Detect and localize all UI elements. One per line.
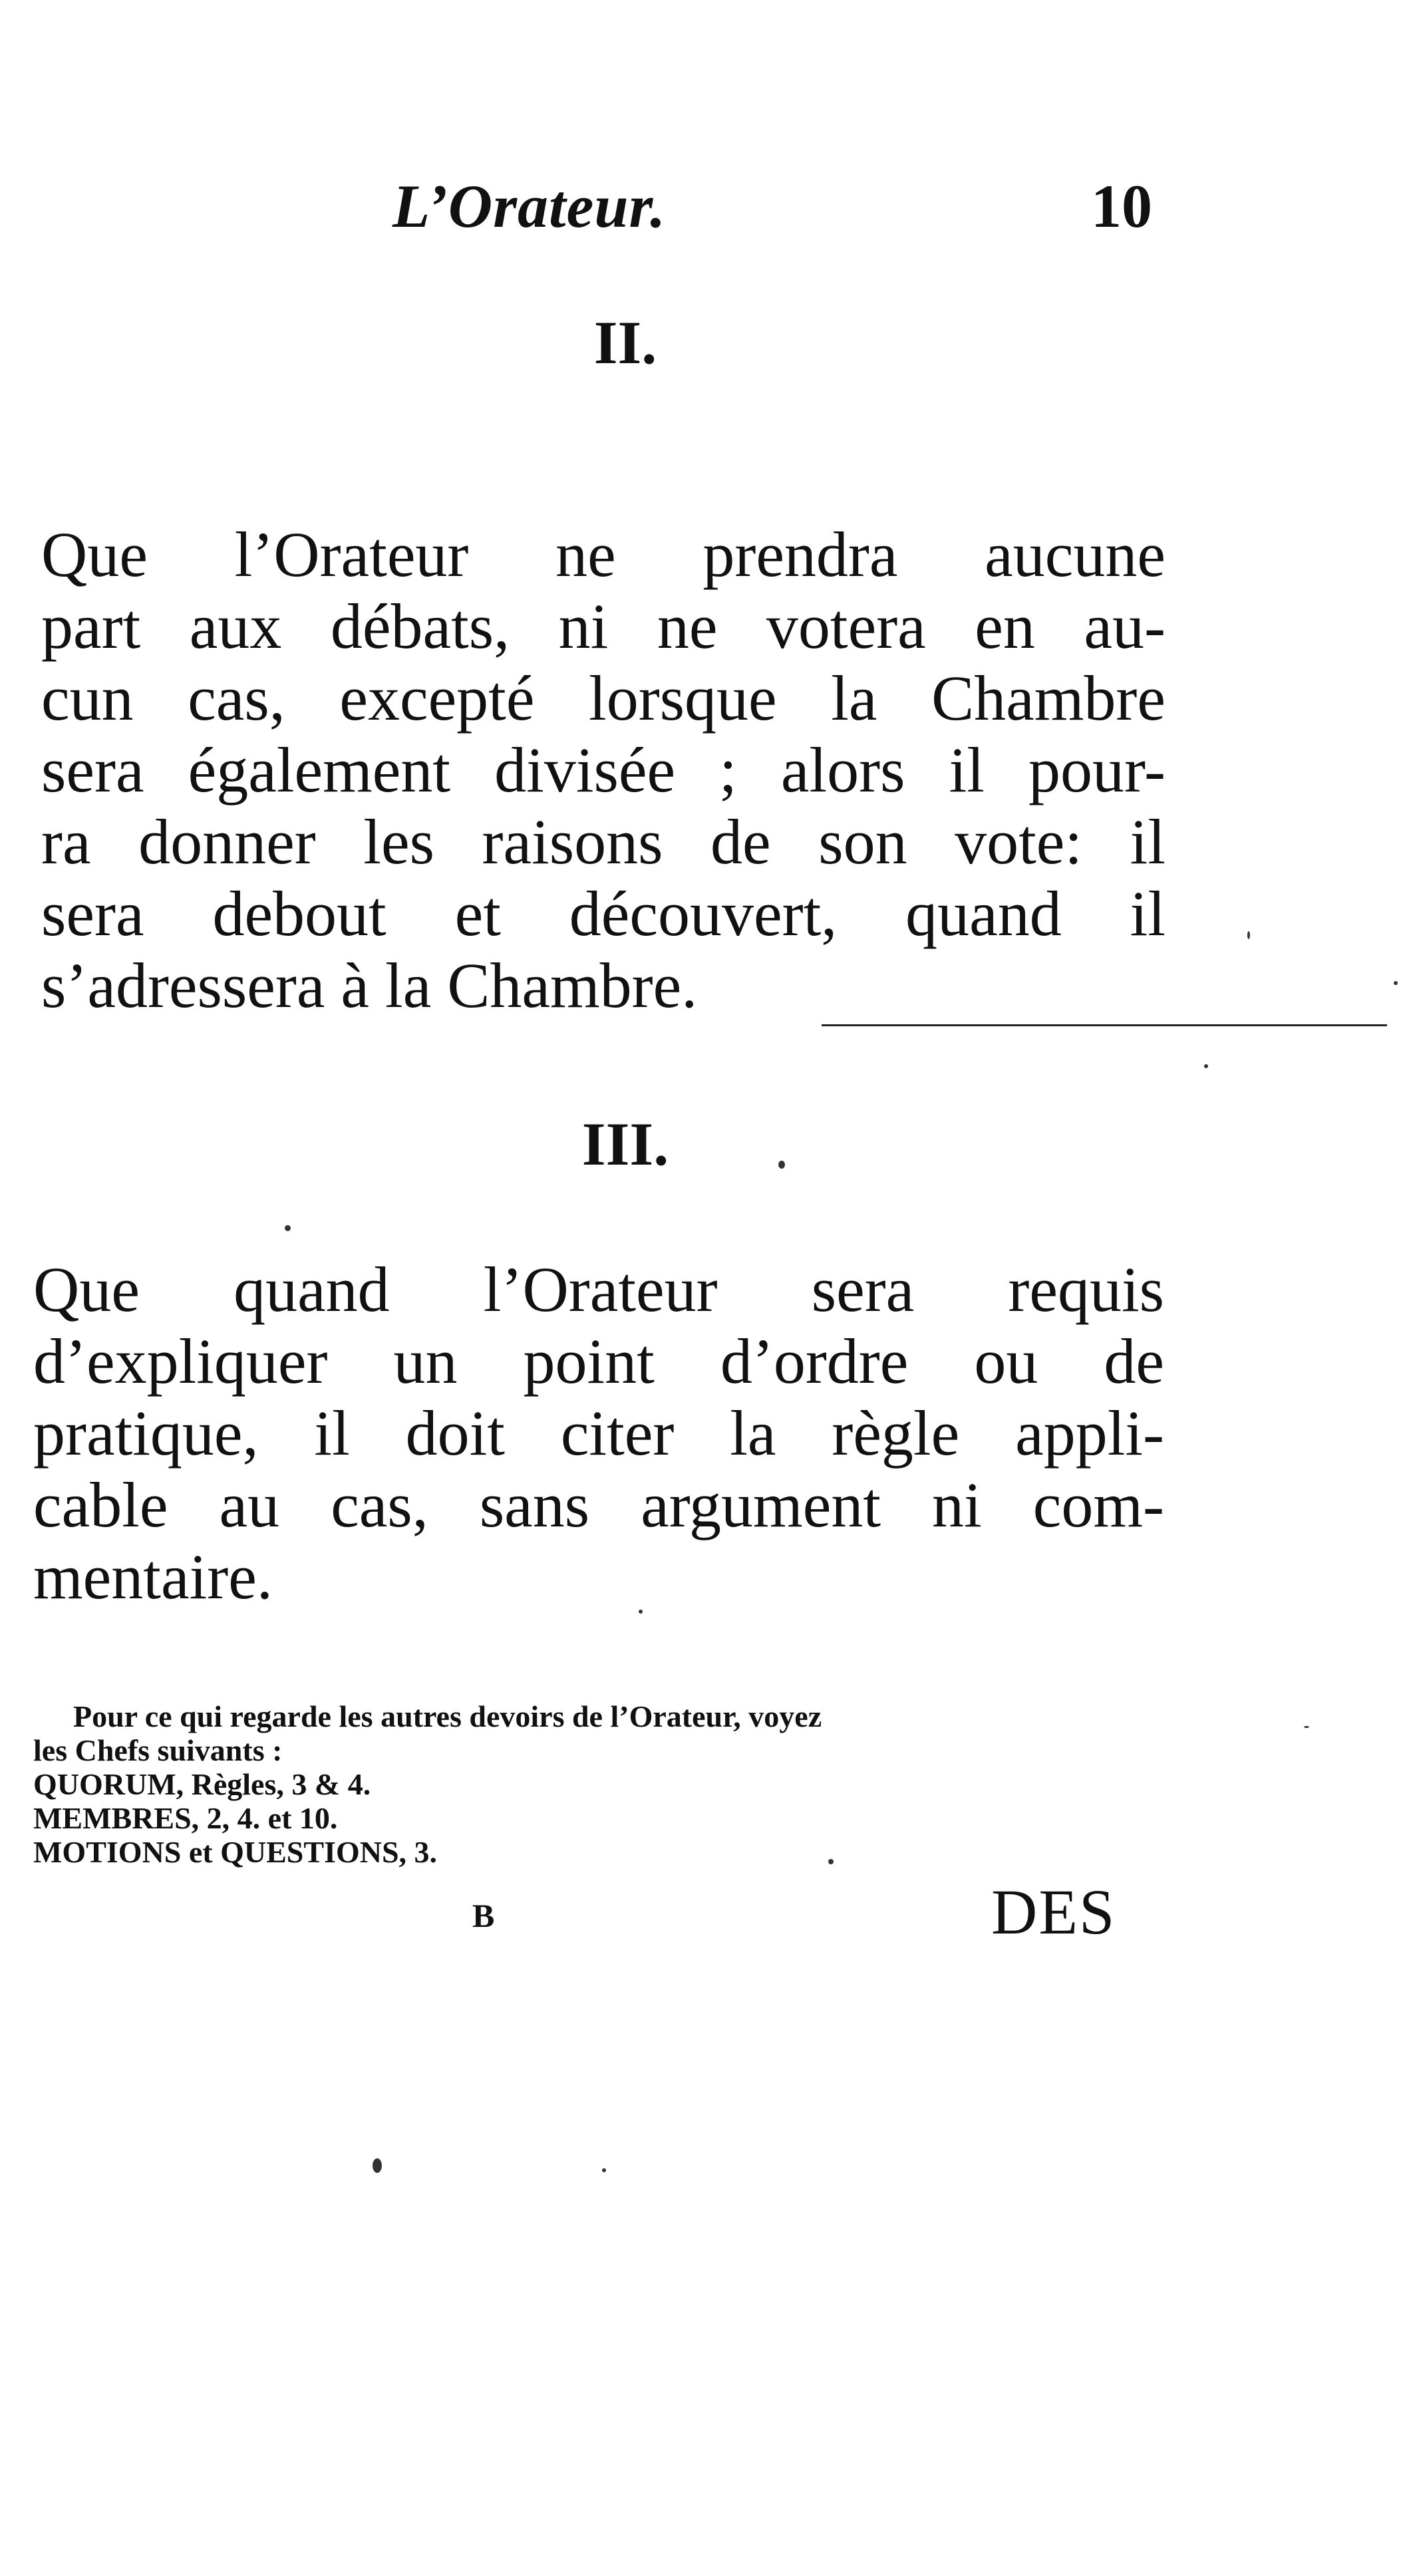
paragraph-line: sera également divisée ; alors il pour- <box>41 734 1166 805</box>
paragraph-line: cable au cas, sans argument ni com- <box>33 1469 1164 1540</box>
footnote-line: Pour ce qui regarde les autres devoirs de l’Orateur, voyez <box>73 1699 822 1733</box>
scan-speck <box>1204 1064 1208 1068</box>
scan-speck <box>778 1161 785 1169</box>
paragraph-line: Que quand l’Orateur sera requis <box>33 1254 1164 1325</box>
section-heading-ii: II. <box>593 309 657 376</box>
paragraph-line: sera debout et découvert, quand il <box>41 878 1166 949</box>
scan-speck <box>602 2168 606 2172</box>
scan-speck <box>1304 1726 1309 1728</box>
closing-rule-divider <box>822 1024 1387 1026</box>
signature-mark: B <box>472 1897 495 1934</box>
scan-speck <box>639 1610 643 1614</box>
page-number: 10 <box>1091 172 1152 240</box>
footnote-line: QUORUM, Règles, 3 & 4. <box>33 1767 371 1801</box>
paragraph-line: pratique, il doit citer la règle appli- <box>33 1397 1164 1469</box>
section-heading-iii: III. <box>581 1110 669 1178</box>
rule-paragraph-ii <box>41 519 1166 1022</box>
catchword: DES <box>991 1876 1116 1947</box>
footnote <box>33 1699 1171 1869</box>
paragraph-line: d’expliquer un point d’ordre ou de <box>33 1326 1164 1397</box>
rule-paragraph-iii <box>33 1254 1164 1613</box>
paragraph-line: ra donner les raisons de son vote: il <box>41 806 1166 877</box>
scan-speck <box>373 2158 382 2173</box>
running-title: L’Orateur. <box>392 172 667 240</box>
footnote-line: MEMBRES, 2, 4. et 10. <box>33 1801 338 1835</box>
paragraph-line: s’adressera à la Chambre. <box>41 950 698 1021</box>
paragraph-line: cun cas, excepté lorsque la Chambre <box>41 662 1166 734</box>
running-head <box>0 166 1405 246</box>
scan-speck <box>828 1859 834 1864</box>
scan-speck <box>1247 931 1250 939</box>
paragraph-line: Que l’Orateur ne prendra aucune <box>41 519 1166 590</box>
scan-speck <box>285 1225 291 1231</box>
footnote-line: MOTIONS et QUESTIONS, 3. <box>33 1835 438 1869</box>
paragraph-line: part aux débats, ni ne votera en au- <box>41 591 1166 662</box>
paragraph-line: mentaire. <box>33 1541 273 1612</box>
scan-speck <box>1394 981 1398 985</box>
footnote-line: les Chefs suivants : <box>33 1733 283 1767</box>
